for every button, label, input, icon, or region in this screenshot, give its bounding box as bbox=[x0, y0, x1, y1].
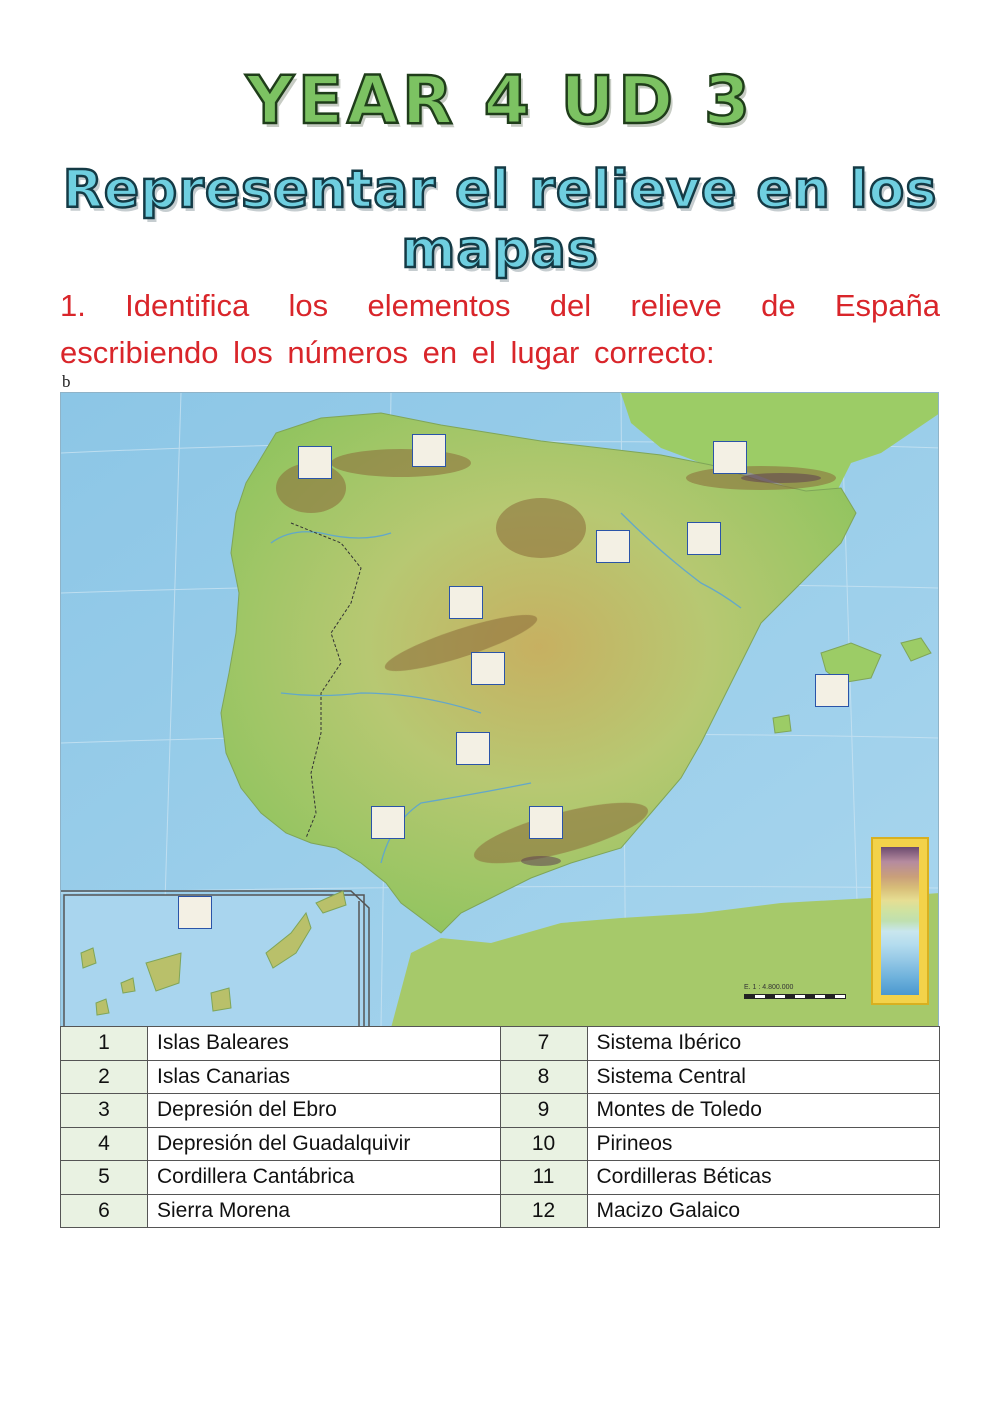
number-cell: 4 bbox=[61, 1127, 148, 1161]
feature-name-cell: Pirineos bbox=[587, 1127, 940, 1161]
relief-map-drawing bbox=[61, 393, 939, 1027]
number-cell: 2 bbox=[61, 1060, 148, 1094]
number-cell: 9 bbox=[500, 1094, 587, 1128]
answer-box[interactable] bbox=[471, 652, 505, 685]
feature-name-cell: Montes de Toledo bbox=[587, 1094, 940, 1128]
feature-name-cell: Islas Canarias bbox=[148, 1060, 501, 1094]
answer-box[interactable] bbox=[815, 674, 849, 707]
feature-name-cell: Sistema Central bbox=[587, 1060, 940, 1094]
feature-name-cell: Macizo Galaico bbox=[587, 1194, 940, 1228]
number-cell: 5 bbox=[61, 1161, 148, 1195]
range-iberico bbox=[496, 498, 586, 558]
number-cell: 8 bbox=[500, 1060, 587, 1094]
stray-mark: b bbox=[62, 372, 71, 391]
table-row bbox=[61, 1027, 940, 1061]
answer-box[interactable] bbox=[713, 441, 747, 474]
answer-box[interactable] bbox=[371, 806, 405, 839]
feature-name-cell: Cordilleras Béticas bbox=[587, 1161, 940, 1195]
answer-box[interactable] bbox=[412, 434, 446, 467]
table-row bbox=[61, 1060, 940, 1094]
map-scale-bar bbox=[744, 994, 846, 999]
answer-box[interactable] bbox=[596, 530, 630, 563]
number-cell: 10 bbox=[500, 1127, 587, 1161]
number-cell: 3 bbox=[61, 1094, 148, 1128]
number-cell: 7 bbox=[500, 1027, 587, 1061]
elevation-color-scale bbox=[881, 847, 919, 995]
answer-box[interactable] bbox=[178, 896, 212, 929]
worksheet-title: YEAR 4 UD 3 bbox=[246, 62, 754, 139]
table-row bbox=[61, 1127, 940, 1161]
worksheet-subtitle: Representar el relieve en los mapas bbox=[62, 160, 938, 280]
answer-box[interactable] bbox=[449, 586, 483, 619]
answer-box[interactable] bbox=[456, 732, 490, 765]
feature-name-cell: Sistema Ibérico bbox=[587, 1027, 940, 1061]
feature-name-cell: Depresión del Ebro bbox=[148, 1094, 501, 1128]
number-cell: 12 bbox=[500, 1194, 587, 1228]
relief-key-table bbox=[60, 1026, 940, 1228]
table-row bbox=[61, 1161, 940, 1195]
map-scale-label: E. 1 : 4.800.000 bbox=[744, 984, 794, 991]
feature-name-cell: Cordillera Cantábrica bbox=[148, 1161, 501, 1195]
range-cantabrica bbox=[331, 449, 471, 477]
ibiza bbox=[773, 715, 791, 733]
number-cell: 1 bbox=[61, 1027, 148, 1061]
answer-box[interactable] bbox=[529, 806, 563, 839]
feature-name-cell: Depresión del Guadalquivir bbox=[148, 1127, 501, 1161]
feature-name-cell: Islas Baleares bbox=[148, 1027, 501, 1061]
feature-name-cell: Sierra Morena bbox=[148, 1194, 501, 1228]
answer-box[interactable] bbox=[298, 446, 332, 479]
exercise-instruction: 1. Identifica los elementos del relieve de España escribiendo los números en el lugar correcto: bbox=[60, 288, 940, 370]
number-cell: 6 bbox=[61, 1194, 148, 1228]
number-cell: 11 bbox=[500, 1161, 587, 1195]
answer-box[interactable] bbox=[687, 522, 721, 555]
elevation-legend bbox=[871, 837, 929, 1005]
table-row bbox=[61, 1094, 940, 1128]
relief-map-spain bbox=[60, 392, 939, 1027]
table-row bbox=[61, 1194, 940, 1228]
